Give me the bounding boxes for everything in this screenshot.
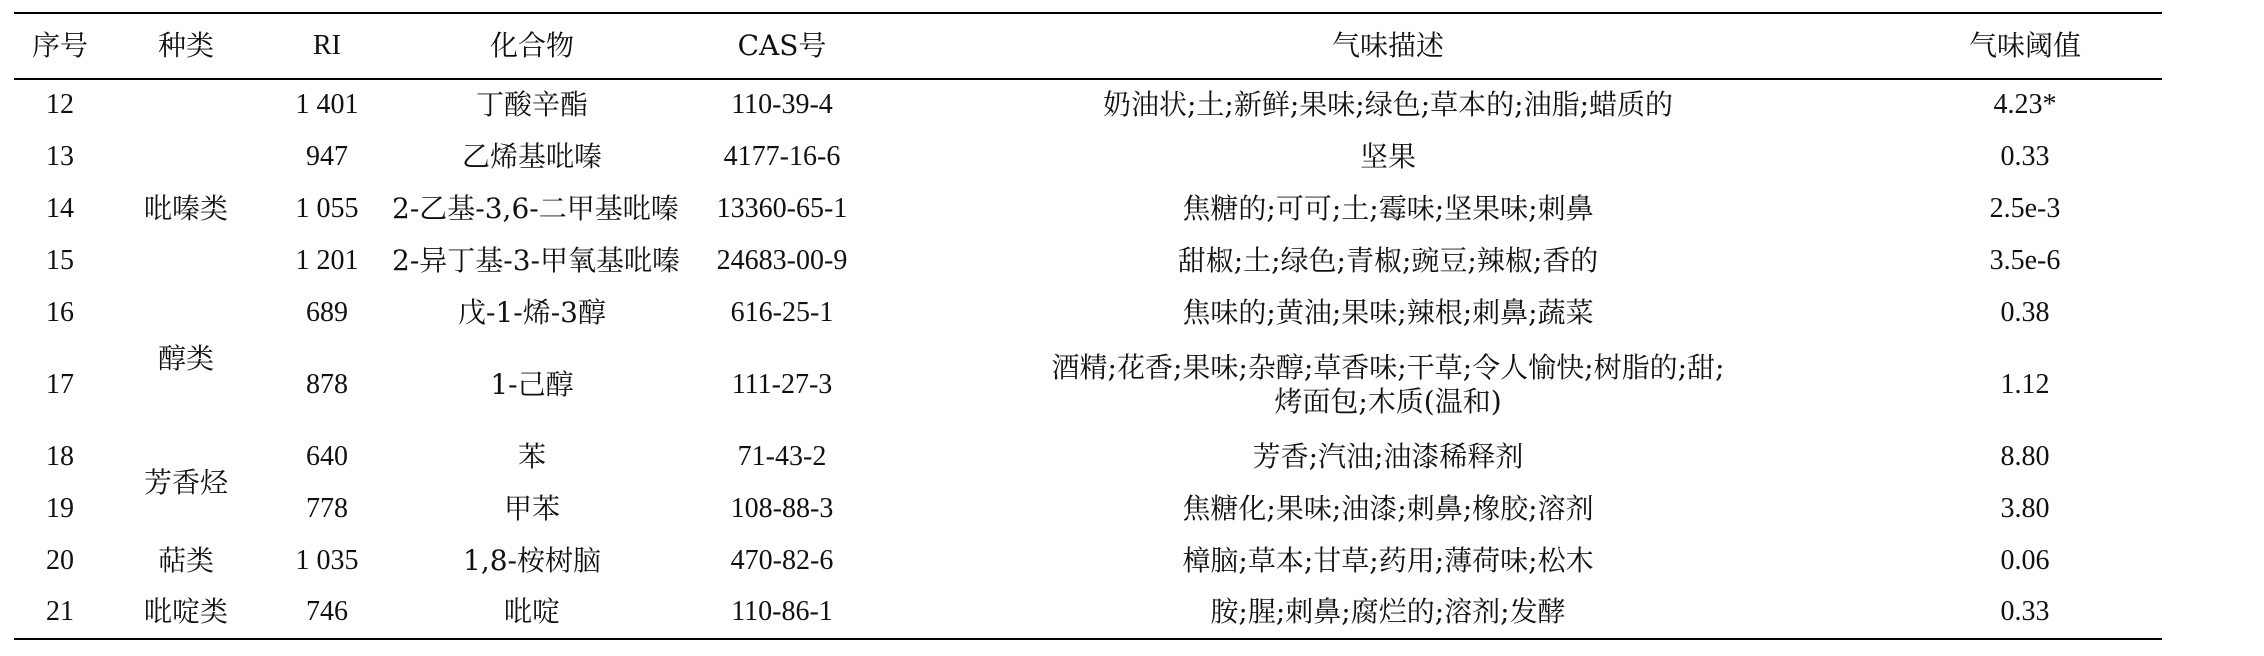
cell-seq: 18: [46, 440, 74, 472]
cell-ri: 689: [306, 296, 348, 328]
cell-ri: 1 035: [295, 544, 359, 576]
table-row: [14, 287, 2162, 339]
header-category: 种类: [106, 13, 266, 79]
cell-ri: 947: [306, 140, 348, 172]
cell-cas: 71-43-2: [737, 440, 827, 472]
table-row: [14, 131, 2162, 183]
cell-category-empty: [106, 79, 266, 131]
cell-ri: 746: [266, 587, 388, 639]
odor-line: 焦糖化;果味;油漆;刺鼻;橡胶;溶剂: [1182, 491, 1594, 525]
cell-ri: 640: [306, 440, 348, 472]
cell-odor: [888, 79, 1888, 131]
odor-line: 烤面包;木质(温和): [1274, 385, 1502, 418]
cell-odor: [888, 587, 1888, 639]
cell-threshold: 2.5e-3: [1989, 192, 2061, 224]
cell-cas: 13360-65-1: [716, 192, 848, 224]
odor-line: 焦味的;黄油;果味;辣根;刺鼻;蔬菜: [1182, 295, 1594, 329]
odor-line: 坚果: [1359, 139, 1416, 173]
cell-cas: 110-86-1: [676, 587, 888, 639]
cell-odor: [888, 235, 1888, 287]
odor-line: 奶油状;土;新鲜;果味;绿色;草本的;油脂;蜡质的: [1102, 88, 1674, 122]
cell-odor: [888, 131, 1888, 183]
odor-line: 胺;腥;刺鼻;腐烂的;溶剂;发酵: [1210, 595, 1566, 629]
cell-seq: 19: [46, 492, 74, 524]
cell-compound: 吡啶: [388, 587, 676, 639]
cell-threshold: 0.38: [2000, 296, 2050, 328]
cell-compound: 苯: [517, 439, 546, 473]
cell-seq: 12: [46, 89, 74, 121]
cell-seq: 16: [46, 296, 74, 328]
cell-threshold: 1.12: [2000, 368, 2050, 400]
cell-seq: 15: [46, 244, 74, 276]
cell-threshold: 0.33: [2000, 140, 2050, 172]
cell-odor: [888, 339, 1888, 431]
cell-threshold: 4.23*: [1993, 89, 2057, 121]
cell-compound: 1-己醇: [490, 367, 574, 401]
cell-odor: [888, 483, 1888, 535]
table-header: [14, 13, 2162, 79]
table-body: [14, 79, 2162, 639]
table-row: [14, 587, 2162, 639]
cell-cas: 108-88-3: [730, 492, 834, 524]
cell-threshold: 0.06: [2000, 544, 2050, 576]
header-row: [14, 13, 2162, 79]
cell-cas: 616-25-1: [730, 296, 834, 328]
cell-ri: 1 201: [295, 244, 359, 276]
compound-odor-table: [14, 12, 2162, 640]
table-row: [14, 483, 2162, 535]
cell-compound: 1,8-桉树脑: [463, 543, 601, 577]
cell-compound: 丁酸辛酯: [475, 88, 588, 122]
cell-cas: 110-39-4: [731, 89, 833, 121]
header-seq: 序号: [14, 13, 106, 79]
cell-odor: [888, 535, 1888, 587]
cell-seq: 13: [46, 140, 74, 172]
cell-category-group: 吡啶类: [106, 587, 266, 639]
cell-seq: 20: [46, 544, 74, 576]
header-cas: CAS号: [676, 13, 888, 79]
cell-seq: 21: [14, 587, 106, 639]
header-compound: 化合物: [388, 13, 676, 79]
cell-seq: 14: [46, 192, 74, 224]
header-threshold: 气味阈值: [1888, 13, 2162, 79]
cell-compound: 甲苯: [503, 491, 560, 525]
cell-seq: 17: [46, 368, 74, 400]
cell-category-group: 芳香烃: [143, 465, 228, 499]
cell-threshold: 3.80: [2000, 492, 2050, 524]
odor-line: 甜椒;土;绿色;青椒;豌豆;辣椒;香的: [1177, 243, 1599, 277]
cell-compound: 2-异丁基-3-甲氧基吡嗪: [392, 243, 681, 277]
cell-cas: 4177-16-6: [723, 140, 841, 172]
cell-ri: 778: [306, 492, 348, 524]
table-row: [14, 79, 2162, 131]
cell-cas: 111-27-3: [731, 368, 833, 400]
cell-compound: 2-乙基-3,6-二甲基吡嗪: [392, 191, 679, 225]
table-row: [14, 431, 2162, 483]
cell-odor: [888, 431, 1888, 483]
cell-category-group: 吡嗪类: [143, 191, 228, 225]
cell-ri: 1 055: [295, 192, 359, 224]
odor-line: 酒精;花香;果味;杂醇;草香味;干草;令人愉快;树脂的;甜;: [1051, 350, 1725, 384]
header-ri: RI: [266, 13, 388, 79]
cell-odor: [888, 183, 1888, 235]
header-odor: 气味描述: [888, 13, 1888, 79]
cell-ri: 1 401: [295, 89, 359, 121]
cell-threshold: 3.5e-6: [1989, 244, 2061, 276]
cell-category-group: 萜类: [157, 543, 214, 577]
cell-compound: 乙烯基吡嗪: [461, 139, 602, 173]
cell-odor: [888, 287, 1888, 339]
odor-line: 芳香;汽油;油漆稀释剂: [1252, 439, 1524, 473]
cell-category-group: 醇类: [157, 341, 214, 375]
cell-compound: 戊-1-烯-3醇: [457, 295, 606, 329]
cell-threshold: 0.33: [1888, 587, 2162, 639]
cell-ri: 878: [306, 368, 348, 400]
odor-line: 樟脑;草本;甘草;药用;薄荷味;松木: [1182, 543, 1594, 577]
cell-cas: 24683-00-9: [716, 244, 848, 276]
cell-threshold: 8.80: [2000, 440, 2050, 472]
table-row: [14, 535, 2162, 587]
odor-line: 焦糖的;可可;土;霉味;坚果味;刺鼻: [1182, 191, 1594, 225]
table-row: [14, 235, 2162, 287]
cell-cas: 470-82-6: [730, 544, 834, 576]
table-row: [14, 339, 2162, 431]
table-row: [14, 183, 2162, 235]
